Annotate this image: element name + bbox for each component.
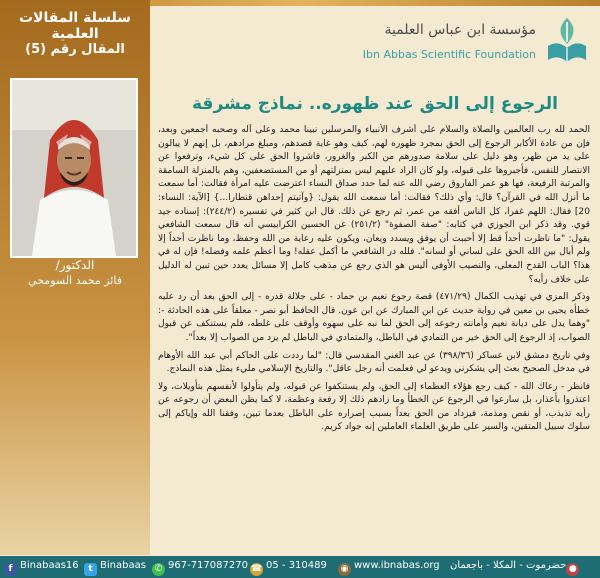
logo-english-name: Ibn Abbas Scientific Foundation [362, 48, 536, 61]
article-title: الرجوع إلى الحق عند ظهوره.. نماذج مشرقة [192, 94, 558, 114]
location-pin-icon: ● [566, 563, 579, 576]
phone-icon: ☎ [250, 564, 263, 574]
author-name: فائز محمد السومحي [28, 274, 122, 287]
article-body [158, 124, 590, 548]
foundation-logo [352, 12, 592, 76]
author-role: الدكتور/ [55, 258, 95, 272]
mobile-number: 967-717087270 [168, 560, 248, 571]
logo-arabic-name: مؤسسة ابن عباس العلمية [384, 22, 536, 38]
paragraph: وذكر المزي في تهذيب الكمال (٤٧١/٢٩) قصة رجوع نعيم بن حماد - على جلالة قدره - إلى الحق بعد أن رد عليه خطأه يحيى بن معين في رواية حديث عن ابن المبارك عن ابن عون. قال الحافظ أبو نصر - معلقاً على هذه الحادثة -: "وهما يدل على ديانة نعيم وأمانته رجوعه إلى الحق لما نبه على سهوه وأوقف على غلطه، فلم يستنكف عن قبول الصواب، إذ الرجوع إلى الحق خير من التمادي في الباطل، والمتمادي في الباطل لم يزد من الصواب إلا بعداً". [158, 292, 590, 343]
facebook-handle: Binabaas16 [20, 560, 79, 571]
phone-number: 05 - 310489 [266, 560, 327, 571]
series-title: سلسلة المقالات العلمية [18, 10, 132, 42]
mobile-contact[interactable] [152, 560, 248, 576]
left-panel [0, 0, 150, 555]
address-text: حضرموت - المكلا - باجعمان [450, 560, 567, 571]
article-number: المقال رقم (5) [25, 42, 125, 57]
twitter-handle: Binabaas [100, 560, 146, 571]
facebook-contact[interactable] [4, 560, 79, 576]
facebook-icon: f [4, 563, 17, 576]
whatsapp-icon: ✆ [152, 563, 165, 576]
address-contact [450, 560, 582, 576]
website-url: www.ibnabas.org [354, 560, 440, 571]
website-contact[interactable] [338, 560, 440, 576]
paragraph: وفي تاريخ دمشق لابن عساكر (٣٩٨/٣٦) عن عبد الغني المقدسي قال: "لما رددت على الحاكم أبي عبد الله الأوهام في مدخل الصحيح بعث إلي يشكرني ويدعو لي فعلمت أنه رجل عاقل". والتاريخ الإسلامي مليء بمثل هذه النماذج. [158, 350, 590, 375]
twitter-contact[interactable] [84, 560, 146, 576]
contact-footer [0, 556, 600, 578]
globe-icon: ◉ [338, 563, 351, 576]
paragraph: الحمد لله رب العالمين والصلاة والسلام على أشرف الأنبياء والمرسلين نبينا محمد وعلى آله وصحبه أجمعين وبعد، فإن من عادة الأكابر الرجوع إلى الحق بمجرد ظهوره لهم، كيف وهو غاية قصدهم، ومبلغ مرادهم، بل إنهم لا يبالون على يد من ظهر، وهو دليل على سلامة صدورهم من الكبر والغرور، فاشروا الحق على كل شيء، وترفعوا عن الانتصار للنفس، فأجبروها على قبوله، ولو كان الراد عليهم ليس بمنزلتهم أو من المستضعفين، وهم بالمنزلة السامقة والمرتبة الرفيعة، فها هو عمر الفاروق رضي الله عنه لما حدد صداق النساء اعترضت عليه امرأة فقالت: أما سمعت ما أنزل الله في القرآن؟ قال: وأي ذلك؟ فقالت: أما سمعت الله يقول: {وآتيتم إحداهن قنطارا...} [الآية: النساء: 20] فقال: اللهم غفرا، كل الناس أفقه من عمر، ثم رجع عن ذلك. قال ابن كثير في تفسيره (٢٤٤/٢): إسناده جيد قوي. وقد ذكر ابن الجوزي في كتابه: "صفة الصفوة" (٢٥١/٢) عن الحسين الكرابيسي أنه قال سمعت الشافعي يقول: "ما ناظرت أحداً قط إلا أحببت أن يوفق ويسدد ويعان، ويكون عليه رعاية من الله وحفظ، وما ناظرت أحداً إلا ولم أبال بين الله الحق على لساني أو لسانه". فلله در الشافعي ما أكمل عقله! وما أعظم علمه وفضله! فإن له في هذا؟ الباب القدح المعلى، والنصيب الأوفى أليس هو الذي رجع عن مذهب كامل إلا مسائل يعدد حين تبين له الدليل على خلاف رأيه؟ [158, 125, 590, 285]
author-photo [10, 78, 138, 258]
twitter-icon: t [84, 563, 97, 576]
book-leaf-logo-icon [544, 16, 590, 70]
author-portrait-icon [12, 80, 136, 256]
phone-contact[interactable] [250, 560, 327, 576]
paragraph: فانظر - رعاك الله - كيف رجع هؤلاء العظماء إلى الحق، ولم يستنكفوا عن قبوله، ولم يتأولوا لأنفسهم بتأويلات، ولا اعتذروا بأعذار، بل سارعوا في الرجوع عن الخطأ وما زادهم ذلك إلا رفعة وعظمة، لا كما يظن البعض أن رجوعه عن رأيه تذبذب، أو نقص ومذمة، فيزداد من الحق بعداً بسبب إصراره على الباطل بعدما تبين، وفقنا الله وإياكم إلى سلوك سبيل المتقين، والسير على طريق العلماء العاملين إنه جواد كريم. [158, 381, 590, 433]
